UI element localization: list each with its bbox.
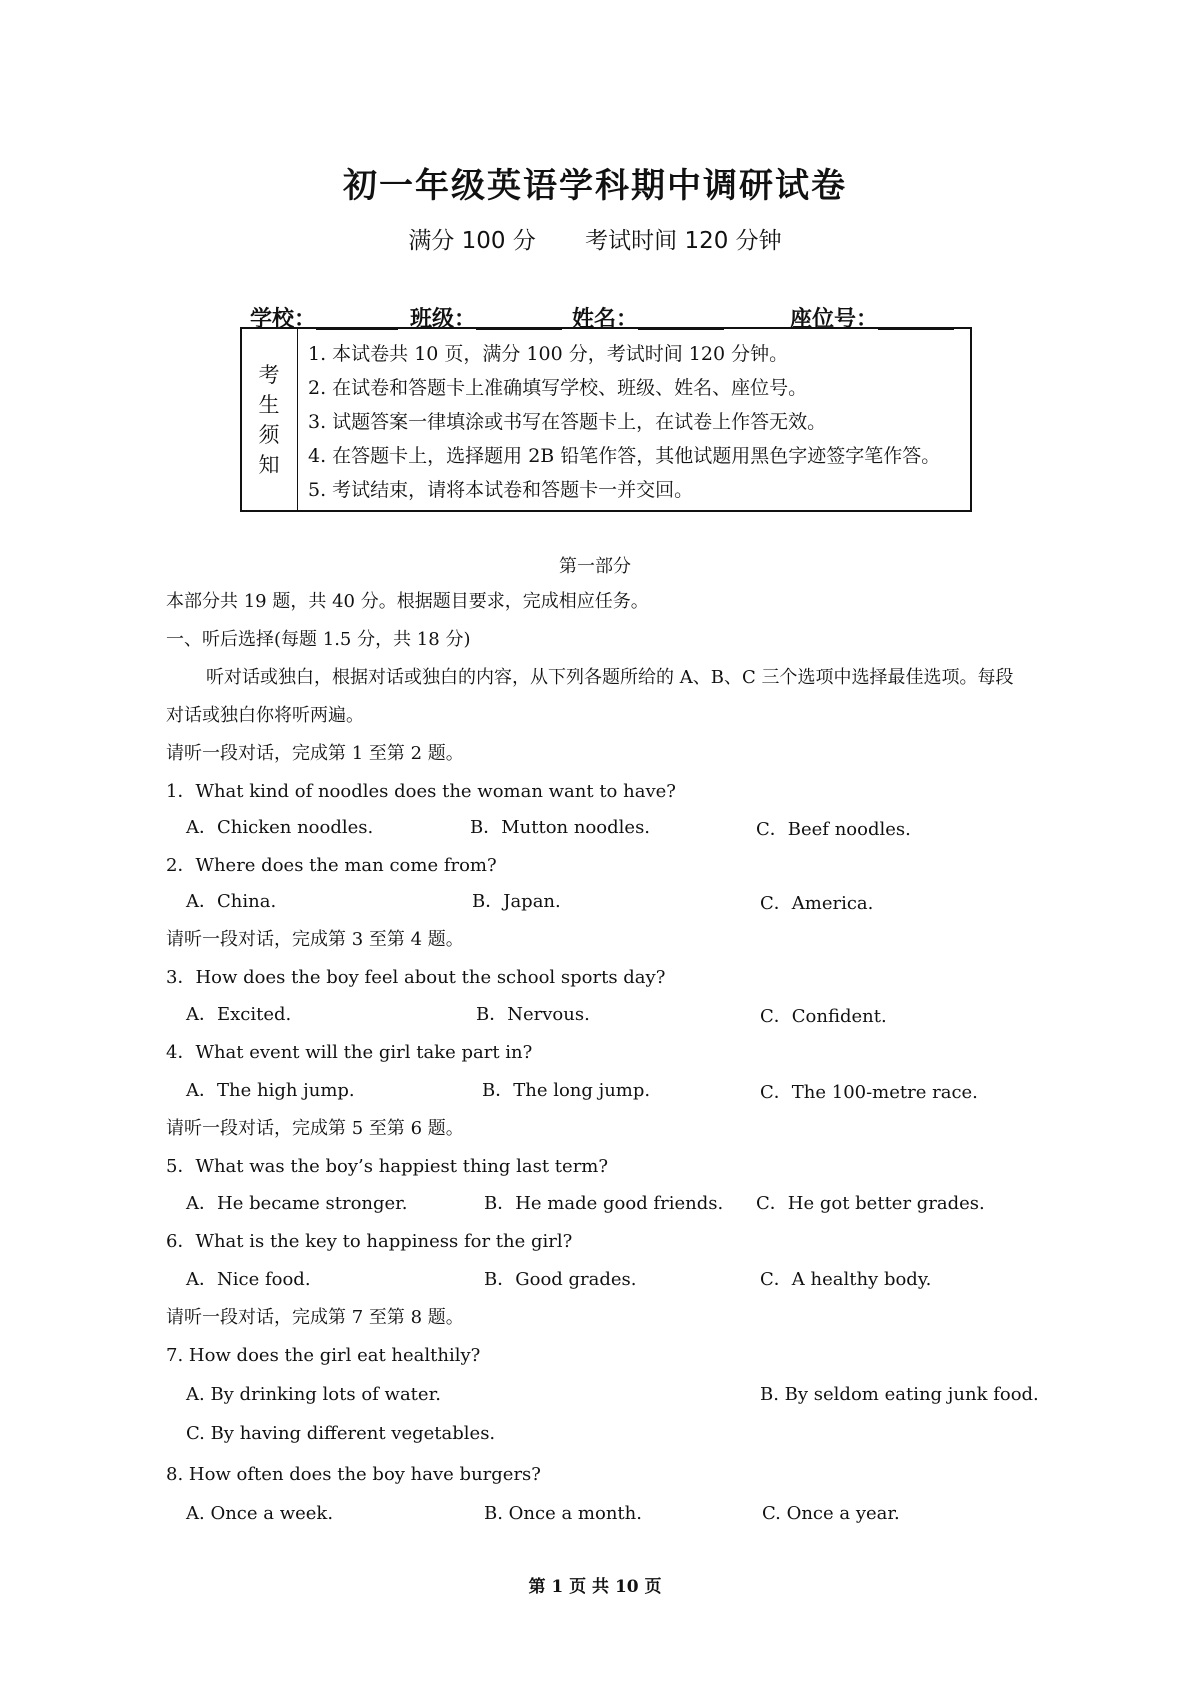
question-stem: 6．What is the key to happiness for the girl?: [166, 1231, 573, 1252]
class-label: 班级：: [410, 307, 477, 332]
option-c[interactable]: C. Once a year.: [762, 1503, 900, 1524]
question-stem: 1．What kind of noodles does the woman want to have?: [166, 781, 676, 802]
exam-title: 初一年级英语学科期中调研试卷: [343, 166, 847, 206]
option-c[interactable]: C．Confident.: [760, 1006, 887, 1027]
question-stem: 2．Where does the man come from?: [166, 855, 497, 876]
option-b[interactable]: B．Mutton noodles.: [470, 817, 651, 838]
notice-side-label: [242, 329, 298, 510]
option-b[interactable]: B．The long jump.: [482, 1080, 651, 1101]
option-b[interactable]: B. Once a month.: [484, 1503, 642, 1524]
notice-item: 2. 在试卷和答题卡上准确填写学校、班级、姓名、座位号。: [308, 377, 808, 399]
notice-item: 4. 在答题卡上，选择题用 2B 铅笔作答，其他试题用黑色字迹签字笔作答。: [308, 445, 941, 467]
listening-instruction-line1: 听对话或独白，根据对话或独白的内容，从下列各题所给的 A、B、C 三个选项中选择最佳选项。每段: [206, 667, 1014, 688]
exam-subtitle: [0, 222, 1190, 255]
option-a[interactable]: A. Once a week.: [186, 1503, 334, 1524]
option-b[interactable]: B．Japan.: [472, 891, 561, 912]
option-a[interactable]: A．China.: [186, 891, 277, 912]
question-stem: 8. How often does the boy have burgers?: [166, 1464, 541, 1485]
notice-list: [308, 337, 966, 507]
full-score: 满分 100 分: [408, 228, 536, 254]
question-stem: 4．What event will the girl take part in?: [166, 1042, 533, 1063]
option-c[interactable]: C．The 100-metre race.: [760, 1082, 978, 1103]
notice-side-char: 知: [258, 453, 280, 477]
notice-side-char: 考: [258, 363, 280, 387]
dialogue-group-heading: 请听一段对话，完成第 5 至第 6 题。: [166, 1118, 464, 1139]
page-number-footer: 第 1 页 共 10 页: [528, 1577, 662, 1597]
option-c[interactable]: C．He got better grades.: [756, 1193, 985, 1214]
question-stem: 7. How does the girl eat healthily?: [166, 1345, 481, 1366]
dialogue-group-heading: 请听一段对话，完成第 3 至第 4 题。: [166, 929, 464, 950]
seat-label: 座位号：: [790, 307, 879, 332]
notice-item: 1. 本试卷共 10 页，满分 100 分，考试时间 120 分钟。: [308, 343, 789, 365]
option-b[interactable]: B．Nervous.: [476, 1004, 590, 1025]
notice-item: 5. 考试结束，请将本试卷和答题卡一并交回。: [308, 479, 694, 501]
option-a[interactable]: A．Chicken noodles.: [186, 817, 374, 838]
option-a[interactable]: A．The high jump.: [186, 1080, 355, 1101]
question-stem: 3．How does the boy feel about the school sports day?: [166, 967, 666, 988]
notice-box: [240, 327, 972, 512]
option-b[interactable]: B．Good grades.: [484, 1269, 637, 1290]
option-a[interactable]: A．He became stronger.: [186, 1193, 408, 1214]
notice-item: 3. 试题答案一律填涂或书写在答题卡上，在试卷上作答无效。: [308, 411, 827, 433]
exam-time: 考试时间 120 分钟: [585, 228, 782, 254]
name-label: 姓名：: [572, 307, 639, 332]
part-one-intro: 本部分共 19 题，共 40 分。根据题目要求，完成相应任务。: [166, 591, 649, 612]
option-b[interactable]: B．He made good friends.: [484, 1193, 724, 1214]
option-c[interactable]: C. By having different vegetables.: [186, 1423, 496, 1444]
listening-section-heading: 一、听后选择(每题 1.5 分，共 18 分): [166, 629, 471, 650]
notice-side-char: 生: [258, 393, 280, 417]
question-stem: 5．What was the boy’s happiest thing last term?: [166, 1156, 609, 1177]
option-c[interactable]: C．Beef noodles.: [756, 819, 911, 840]
option-b[interactable]: B. By seldom eating junk food.: [760, 1384, 1039, 1405]
listening-instruction-line2: 对话或独白你将听两遍。: [166, 705, 364, 726]
school-label: 学校：: [250, 307, 317, 332]
option-c[interactable]: C．America.: [760, 893, 874, 914]
option-a[interactable]: A. By drinking lots of water.: [186, 1384, 441, 1405]
option-a[interactable]: A．Excited.: [186, 1004, 292, 1025]
notice-side-char: 须: [258, 423, 280, 447]
dialogue-group-heading: 请听一段对话，完成第 7 至第 8 题。: [166, 1307, 464, 1328]
dialogue-group-heading: 请听一段对话，完成第 1 至第 2 题。: [166, 743, 464, 764]
option-a[interactable]: A．Nice food.: [186, 1269, 311, 1290]
part-one-title: 第一部分: [559, 556, 631, 577]
option-c[interactable]: C．A healthy body.: [760, 1269, 932, 1290]
